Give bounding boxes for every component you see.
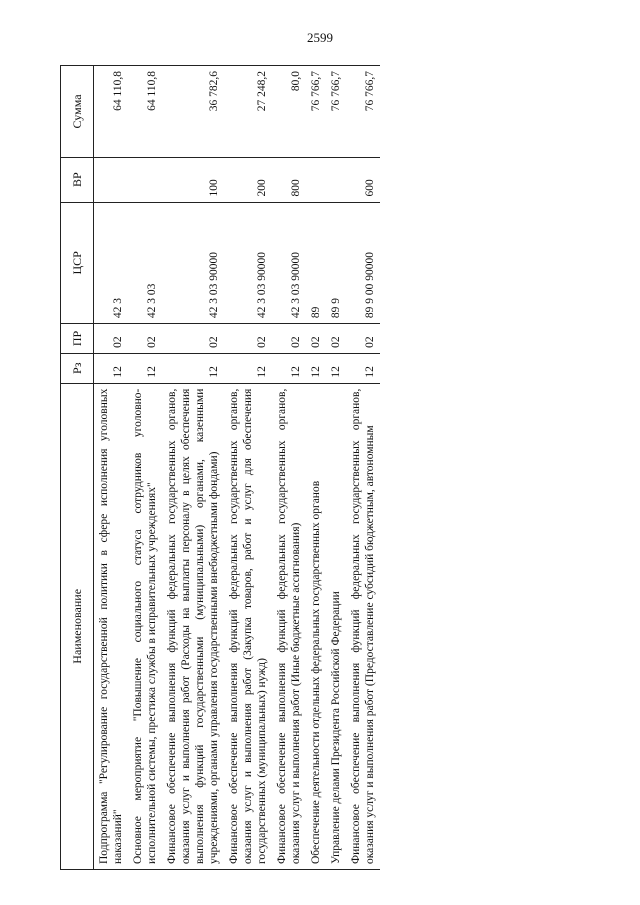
row-pr: 02 [346, 324, 380, 354]
row-vr [94, 157, 129, 202]
table-row [326, 66, 346, 870]
row-vr: 800 [272, 157, 306, 202]
header-sum: Сумма [61, 66, 94, 158]
page-number: 2599 [307, 30, 333, 45]
row-pr: 02 [272, 324, 306, 354]
row-rz: 12 [306, 353, 326, 383]
row-pr: 02 [94, 324, 129, 354]
header-vr: ВР [61, 157, 94, 202]
row-rz: 12 [346, 353, 380, 383]
header-name: Наименование [61, 383, 94, 869]
row-vr: 200 [224, 157, 272, 202]
table-row [272, 66, 306, 870]
table-header-row [61, 66, 94, 870]
rotated-table-container [60, 65, 600, 870]
row-sum: 36 782,6 [162, 66, 224, 158]
row-vr [128, 157, 162, 202]
row-sum: 76 766,7 [326, 66, 346, 158]
row-pr: 02 [326, 324, 346, 354]
row-vr: 600 [346, 157, 380, 202]
row-name: Финансовое обеспечение выполнения функций федеральных государственных органов, оказания услуг и выполнения работ (Расходы на выплаты персоналу в целях обеспечения выполнения функций государственными (муниципальными) органами, казенными учреждениями, органами управления государственными внебюджетными фондами) [162, 383, 224, 869]
row-name: Основное мероприятие "Повышение социального статуса сотрудников уголовно-исполнительной системы, престижа службы в исправительных учреждениях" [128, 383, 162, 869]
header-pr: ПР [61, 324, 94, 354]
table-row [306, 66, 326, 870]
row-csr: 42 3 03 90000 [162, 202, 224, 324]
row-csr: 42 3 [94, 202, 129, 324]
header-rz: Рз [61, 353, 94, 383]
row-vr [306, 157, 326, 202]
row-pr: 02 [306, 324, 326, 354]
row-pr: 02 [128, 324, 162, 354]
row-name: Финансовое обеспечение выполнения функций федеральных государственных органов, оказания услуг и выполнения работ (Закупка товаров, работ и услуг для обеспечения государственных (муниципальных) нужд) [224, 383, 272, 869]
row-csr: 89 9 00 90000 [346, 202, 380, 324]
table-row [346, 66, 380, 870]
row-pr: 02 [162, 324, 224, 354]
row-csr: 42 3 03 [128, 202, 162, 324]
table-row [94, 66, 129, 870]
table-row [162, 66, 224, 870]
table-row [224, 66, 272, 870]
row-csr: 89 9 [326, 202, 346, 324]
row-rz: 12 [326, 353, 346, 383]
row-vr: 100 [162, 157, 224, 202]
row-sum: 64 110,8 [128, 66, 162, 158]
row-rz: 12 [162, 353, 224, 383]
row-rz: 12 [224, 353, 272, 383]
row-sum: 80,0 [272, 66, 306, 158]
row-vr [326, 157, 346, 202]
row-name: Финансовое обеспечение выполнения функций федеральных государственных органов, оказания услуг и выполнения работ (Иные бюджетные ассигнования) [272, 383, 306, 869]
row-name: Обеспечение деятельности отдельных федеральных государственных органов [306, 383, 326, 869]
row-csr: 42 3 03 90000 [272, 202, 306, 324]
row-rz: 12 [128, 353, 162, 383]
row-csr: 89 [306, 202, 326, 324]
row-pr: 02 [224, 324, 272, 354]
row-name: Подпрограмма "Регулирование государственной политики в сфере исполнения уголовных наказаний" [94, 383, 129, 869]
row-sum: 76 766,7 [346, 66, 380, 158]
row-csr: 42 3 03 90000 [224, 202, 272, 324]
row-sum: 64 110,8 [94, 66, 129, 158]
row-name: Финансовое обеспечение выполнения функций федеральных государственных органов, оказания услуг и выполнения работ (Предоставление субсидий бюджетным, автономным [346, 383, 380, 869]
budget-table [60, 65, 380, 870]
header-csr: ЦСР [61, 202, 94, 324]
row-sum: 27 248,2 [224, 66, 272, 158]
row-name: Управление делами Президента Российской Федерации [326, 383, 346, 869]
row-rz: 12 [272, 353, 306, 383]
row-rz: 12 [94, 353, 129, 383]
row-sum: 76 766,7 [306, 66, 326, 158]
table-row [128, 66, 162, 870]
